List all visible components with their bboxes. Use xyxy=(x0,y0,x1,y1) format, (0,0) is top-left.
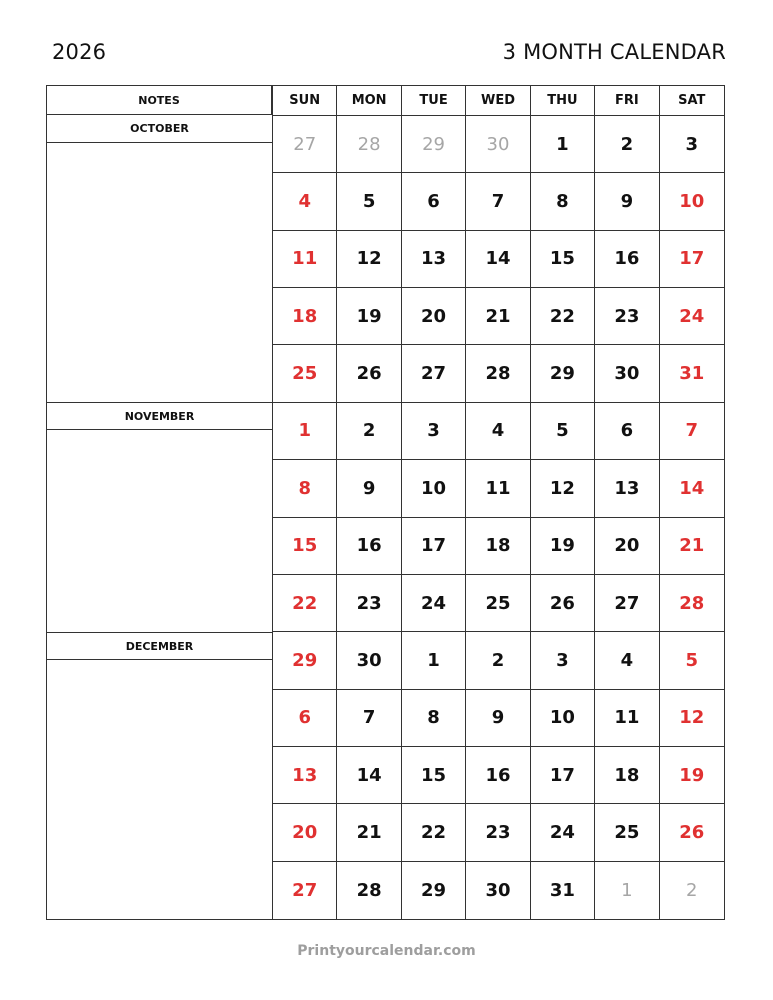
day-cell[interactable]: 11 xyxy=(595,690,659,747)
weekday-header-sat: SAT xyxy=(660,86,724,116)
day-cell[interactable]: 21 xyxy=(466,288,530,345)
calendar-grid xyxy=(272,85,725,920)
day-cell[interactable]: 20 xyxy=(402,288,466,345)
day-cell[interactable]: 1 xyxy=(402,632,466,689)
day-cell[interactable]: 9 xyxy=(466,690,530,747)
day-cell[interactable]: 23 xyxy=(337,575,401,632)
day-cell[interactable]: 1 xyxy=(531,116,595,173)
weekday-header-sun: SUN xyxy=(273,86,337,116)
day-cell[interactable]: 11 xyxy=(466,460,530,517)
day-cell[interactable]: 21 xyxy=(660,518,724,575)
day-cell[interactable]: 23 xyxy=(466,804,530,861)
notes-area-november[interactable] xyxy=(47,430,272,632)
notes-column xyxy=(46,115,272,920)
day-cell[interactable]: 7 xyxy=(660,403,724,460)
day-cell[interactable]: 9 xyxy=(337,460,401,517)
day-cell[interactable]: 24 xyxy=(531,804,595,861)
day-cell[interactable]: 5 xyxy=(660,632,724,689)
day-cell[interactable]: 7 xyxy=(466,173,530,230)
day-cell[interactable]: 4 xyxy=(466,403,530,460)
day-cell[interactable]: 4 xyxy=(273,173,337,230)
day-cell[interactable]: 12 xyxy=(660,690,724,747)
day-cell[interactable]: 14 xyxy=(466,231,530,288)
day-cell[interactable]: 22 xyxy=(402,804,466,861)
day-cell[interactable]: 29 xyxy=(531,345,595,402)
year-title: 2026 xyxy=(52,40,107,64)
day-cell[interactable]: 23 xyxy=(595,288,659,345)
day-cell[interactable]: 11 xyxy=(273,231,337,288)
day-cell[interactable]: 14 xyxy=(660,460,724,517)
day-cell[interactable]: 29 xyxy=(402,116,466,173)
day-cell[interactable]: 2 xyxy=(686,879,698,901)
day-cell[interactable]: 18 xyxy=(595,747,659,804)
day-cell[interactable]: 3 xyxy=(660,116,724,173)
day-cell[interactable]: 17 xyxy=(531,747,595,804)
day-cell[interactable]: 28 xyxy=(337,862,401,919)
day-cell[interactable]: 10 xyxy=(660,173,724,230)
day-cell[interactable]: 18 xyxy=(466,518,530,575)
day-cell[interactable]: 27 xyxy=(595,575,659,632)
month-label-october: OCTOBER xyxy=(47,115,272,143)
day-cell[interactable]: 30 xyxy=(337,632,401,689)
day-cell[interactable]: 2 xyxy=(337,403,401,460)
day-cell[interactable]: 13 xyxy=(595,460,659,517)
day-cell[interactable]: 24 xyxy=(660,288,724,345)
day-cell[interactable]: 5 xyxy=(337,173,401,230)
day-cell[interactable]: 8 xyxy=(531,173,595,230)
day-cell[interactable]: 2 xyxy=(595,116,659,173)
weekday-header-fri: FRI xyxy=(595,86,659,116)
day-cell[interactable]: 26 xyxy=(531,575,595,632)
day-cell[interactable]: 22 xyxy=(531,288,595,345)
day-cell[interactable]: 3 xyxy=(531,632,595,689)
day-cell[interactable]: 20 xyxy=(595,518,659,575)
day-cell[interactable]: 15 xyxy=(531,231,595,288)
day-cell[interactable]: 13 xyxy=(273,747,337,804)
day-cell[interactable]: 16 xyxy=(337,518,401,575)
day-cell[interactable]: 21 xyxy=(337,804,401,861)
day-cell[interactable]: 30 xyxy=(466,862,530,919)
day-cell[interactable]: 28 xyxy=(466,345,530,402)
day-cell[interactable]: 28 xyxy=(337,116,401,173)
weekday-header-wed: WED xyxy=(466,86,530,116)
day-cell[interactable]: 16 xyxy=(595,231,659,288)
weekday-header-tue: TUE xyxy=(402,86,466,116)
weekday-header-mon: MON xyxy=(337,86,401,116)
month-label-december: DECEMBER xyxy=(47,632,272,660)
day-cell[interactable]: 14 xyxy=(337,747,401,804)
day-cell[interactable]: 4 xyxy=(595,632,659,689)
day-cell[interactable]: 22 xyxy=(273,575,337,632)
day-cell[interactable]: 15 xyxy=(402,747,466,804)
weekday-header-thu: THU xyxy=(531,86,595,116)
month-label-november: NOVEMBER xyxy=(47,402,272,430)
day-cell[interactable]: 17 xyxy=(660,231,724,288)
day-cell[interactable]: 25 xyxy=(466,575,530,632)
notes-section-october xyxy=(47,115,272,402)
day-cell[interactable]: 27 xyxy=(402,345,466,402)
day-cell[interactable]: 9 xyxy=(595,173,659,230)
notes-header: NOTES xyxy=(46,85,272,115)
day-cell[interactable]: 12 xyxy=(531,460,595,517)
day-cell[interactable]: 19 xyxy=(337,288,401,345)
day-cell[interactable]: 1 xyxy=(595,862,659,919)
day-cell[interactable]: 18 xyxy=(273,288,337,345)
day-cell[interactable]: 10 xyxy=(531,690,595,747)
day-cell[interactable]: 19 xyxy=(660,747,724,804)
day-cell[interactable]: 20 xyxy=(273,804,337,861)
day-cell[interactable]: 31 xyxy=(531,862,595,919)
notes-area-december[interactable] xyxy=(47,660,272,919)
day-cell[interactable]: 26 xyxy=(660,804,724,861)
day-cell[interactable]: 6 xyxy=(402,173,466,230)
day-cell[interactable]: 29 xyxy=(402,862,466,919)
day-cell[interactable]: 25 xyxy=(595,804,659,861)
day-cell[interactable]: 6 xyxy=(595,403,659,460)
day-cell[interactable]: 5 xyxy=(531,403,595,460)
footer-brand[interactable]: Printyourcalendar.com xyxy=(297,943,476,959)
day-cell[interactable]: 8 xyxy=(402,690,466,747)
day-cell[interactable]: 26 xyxy=(337,345,401,402)
day-cell[interactable]: 19 xyxy=(531,518,595,575)
day-cell[interactable]: 24 xyxy=(402,575,466,632)
day-cell[interactable]: 27 xyxy=(273,862,337,919)
day-cell[interactable]: 27 xyxy=(273,116,337,173)
day-cell[interactable]: 17 xyxy=(402,518,466,575)
day-cell[interactable]: 29 xyxy=(273,632,337,689)
day-cell[interactable]: 2 xyxy=(466,632,530,689)
day-cell[interactable]: 30 xyxy=(595,345,659,402)
day-cell[interactable]: 30 xyxy=(466,116,530,173)
day-cell[interactable]: 15 xyxy=(273,518,337,575)
day-cell[interactable]: 7 xyxy=(337,690,401,747)
day-cell[interactable]: 1 xyxy=(273,403,337,460)
notes-section-december xyxy=(47,632,272,919)
day-cell[interactable]: 8 xyxy=(273,460,337,517)
day-cell[interactable]: 3 xyxy=(402,403,466,460)
notes-section-november xyxy=(47,402,272,632)
day-cell[interactable]: 16 xyxy=(466,747,530,804)
day-cell[interactable]: 28 xyxy=(660,575,724,632)
day-cell[interactable]: 12 xyxy=(337,231,401,288)
day-cell[interactable]: 13 xyxy=(402,231,466,288)
day-cell[interactable]: 31 xyxy=(660,345,724,402)
day-cell[interactable]: 10 xyxy=(402,460,466,517)
day-cell[interactable]: 25 xyxy=(273,345,337,402)
notes-area-october[interactable] xyxy=(47,143,272,402)
day-cell[interactable]: 6 xyxy=(273,690,337,747)
calendar-title: 3 MONTH CALENDAR xyxy=(502,40,726,64)
